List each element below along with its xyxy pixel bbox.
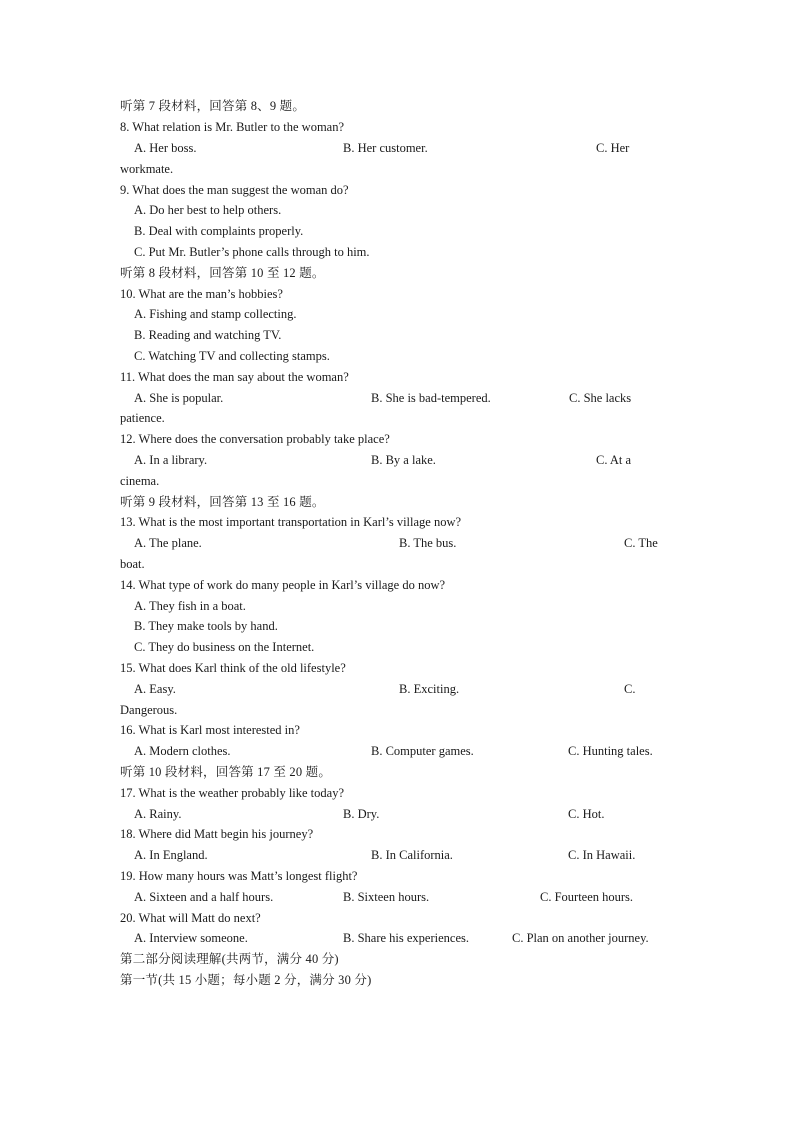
question-17-option-a: A. Rainy. bbox=[134, 807, 182, 821]
section-10-header: 听第 10 段材料，回答第 17 至 20 题。 bbox=[120, 765, 332, 779]
question-13-option-c: C. The bbox=[624, 536, 658, 550]
question-12-option-c: C. At a bbox=[596, 453, 632, 467]
question-12-stem: 12. Where does the conversation probably take place? bbox=[120, 432, 390, 446]
question-19-stem: 19. How many hours was Matt’s longest flight? bbox=[120, 869, 358, 883]
section-8-header: 听第 8 段材料，回答第 10 至 12 题。 bbox=[120, 266, 325, 280]
question-14-option-a: A. They fish in a boat. bbox=[134, 599, 246, 613]
question-11-option-b: B. She is bad-tempered. bbox=[371, 391, 491, 405]
question-9-option-c: C. Put Mr. Butler’s phone calls through to him. bbox=[134, 245, 370, 259]
question-20-stem: 20. What will Matt do next? bbox=[120, 911, 261, 925]
question-13-option-a: A. The plane. bbox=[134, 536, 202, 550]
question-20-options bbox=[120, 928, 680, 949]
question-8-stem: 8. What relation is Mr. Butler to the woman? bbox=[120, 120, 345, 134]
question-13-stem: 13. What is the most important transportation in Karl’s village now? bbox=[120, 515, 462, 529]
question-15-stem: 15. What does Karl think of the old lifestyle? bbox=[120, 661, 346, 675]
section-7-header: 听第 7 段材料，回答第 8、9 题。 bbox=[120, 99, 306, 113]
question-18-options bbox=[120, 845, 680, 866]
part-2-section-1-title: 第一节(共 15 小题；每小题 2 分，满分 30 分) bbox=[120, 973, 372, 987]
question-16-stem: 16. What is Karl most interested in? bbox=[120, 723, 300, 737]
question-12-option-c-wrap: cinema. bbox=[120, 474, 160, 488]
section-9-header: 听第 9 段材料，回答第 13 至 16 题。 bbox=[120, 495, 325, 509]
question-10-option-c: C. Watching TV and collecting stamps. bbox=[134, 349, 330, 363]
question-13-options bbox=[120, 533, 680, 554]
question-15-option-c: C. bbox=[624, 682, 636, 696]
question-14-option-c: C. They do business on the Internet. bbox=[134, 640, 315, 654]
question-18-option-a: A. In England. bbox=[134, 848, 208, 862]
question-15-option-b: B. Exciting. bbox=[399, 682, 460, 696]
question-16-options bbox=[120, 741, 680, 762]
question-19-option-c: C. Fourteen hours. bbox=[540, 890, 634, 904]
question-9-option-a: A. Do her best to help others. bbox=[134, 203, 282, 217]
question-15-options bbox=[120, 679, 680, 700]
question-16-option-a: A. Modern clothes. bbox=[134, 744, 231, 758]
question-17-options bbox=[120, 804, 680, 825]
question-16-option-c: C. Hunting tales. bbox=[568, 744, 653, 758]
question-8-option-b: B. Her customer. bbox=[343, 141, 428, 155]
question-13-option-c-wrap: boat. bbox=[120, 557, 145, 571]
question-11-option-c-wrap: patience. bbox=[120, 411, 165, 425]
question-11-options bbox=[120, 388, 680, 409]
question-8-options bbox=[120, 138, 680, 159]
question-8-option-c: C. Her bbox=[596, 141, 630, 155]
question-10-option-b: B. Reading and watching TV. bbox=[134, 328, 282, 342]
question-10-stem: 10. What are the man’s hobbies? bbox=[120, 287, 283, 301]
question-15-option-a: A. Easy. bbox=[134, 682, 176, 696]
question-12-options bbox=[120, 450, 680, 471]
question-20-option-c: C. Plan on another journey. bbox=[512, 931, 649, 945]
question-13-option-b: B. The bus. bbox=[399, 536, 457, 550]
question-18-option-b: B. In California. bbox=[371, 848, 453, 862]
question-11-stem: 11. What does the man say about the woman? bbox=[120, 370, 349, 384]
question-17-option-c: C. Hot. bbox=[568, 807, 605, 821]
question-14-stem: 14. What type of work do many people in Karl’s village do now? bbox=[120, 578, 446, 592]
question-19-option-a: A. Sixteen and a half hours. bbox=[134, 890, 274, 904]
question-15-option-c-wrap: Dangerous. bbox=[120, 703, 178, 717]
question-19-options bbox=[120, 887, 680, 908]
question-12-option-a: A. In a library. bbox=[134, 453, 208, 467]
question-18-stem: 18. Where did Matt begin his journey? bbox=[120, 827, 314, 841]
question-12-option-b: B. By a lake. bbox=[371, 453, 436, 467]
question-17-stem: 17. What is the weather probably like today? bbox=[120, 786, 345, 800]
question-8-option-a: A. Her boss. bbox=[134, 141, 197, 155]
question-20-option-b: B. Share his experiences. bbox=[343, 931, 470, 945]
question-11-option-a: A. She is popular. bbox=[134, 391, 224, 405]
question-18-option-c: C. In Hawaii. bbox=[568, 848, 636, 862]
question-10-option-a: A. Fishing and stamp collecting. bbox=[134, 307, 297, 321]
question-8-option-c-wrap: workmate. bbox=[120, 162, 174, 176]
question-14-option-b: B. They make tools by hand. bbox=[134, 619, 278, 633]
question-9-stem: 9. What does the man suggest the woman do? bbox=[120, 183, 349, 197]
question-20-option-a: A. Interview someone. bbox=[134, 931, 248, 945]
question-19-option-b: B. Sixteen hours. bbox=[343, 890, 430, 904]
question-9-option-b: B. Deal with complaints properly. bbox=[134, 224, 304, 238]
question-16-option-b: B. Computer games. bbox=[371, 744, 474, 758]
question-17-option-b: B. Dry. bbox=[343, 807, 380, 821]
part-2-title: 第二部分阅读理解(共两节，满分 40 分) bbox=[120, 952, 339, 966]
question-11-option-c: C. She lacks bbox=[569, 391, 632, 405]
